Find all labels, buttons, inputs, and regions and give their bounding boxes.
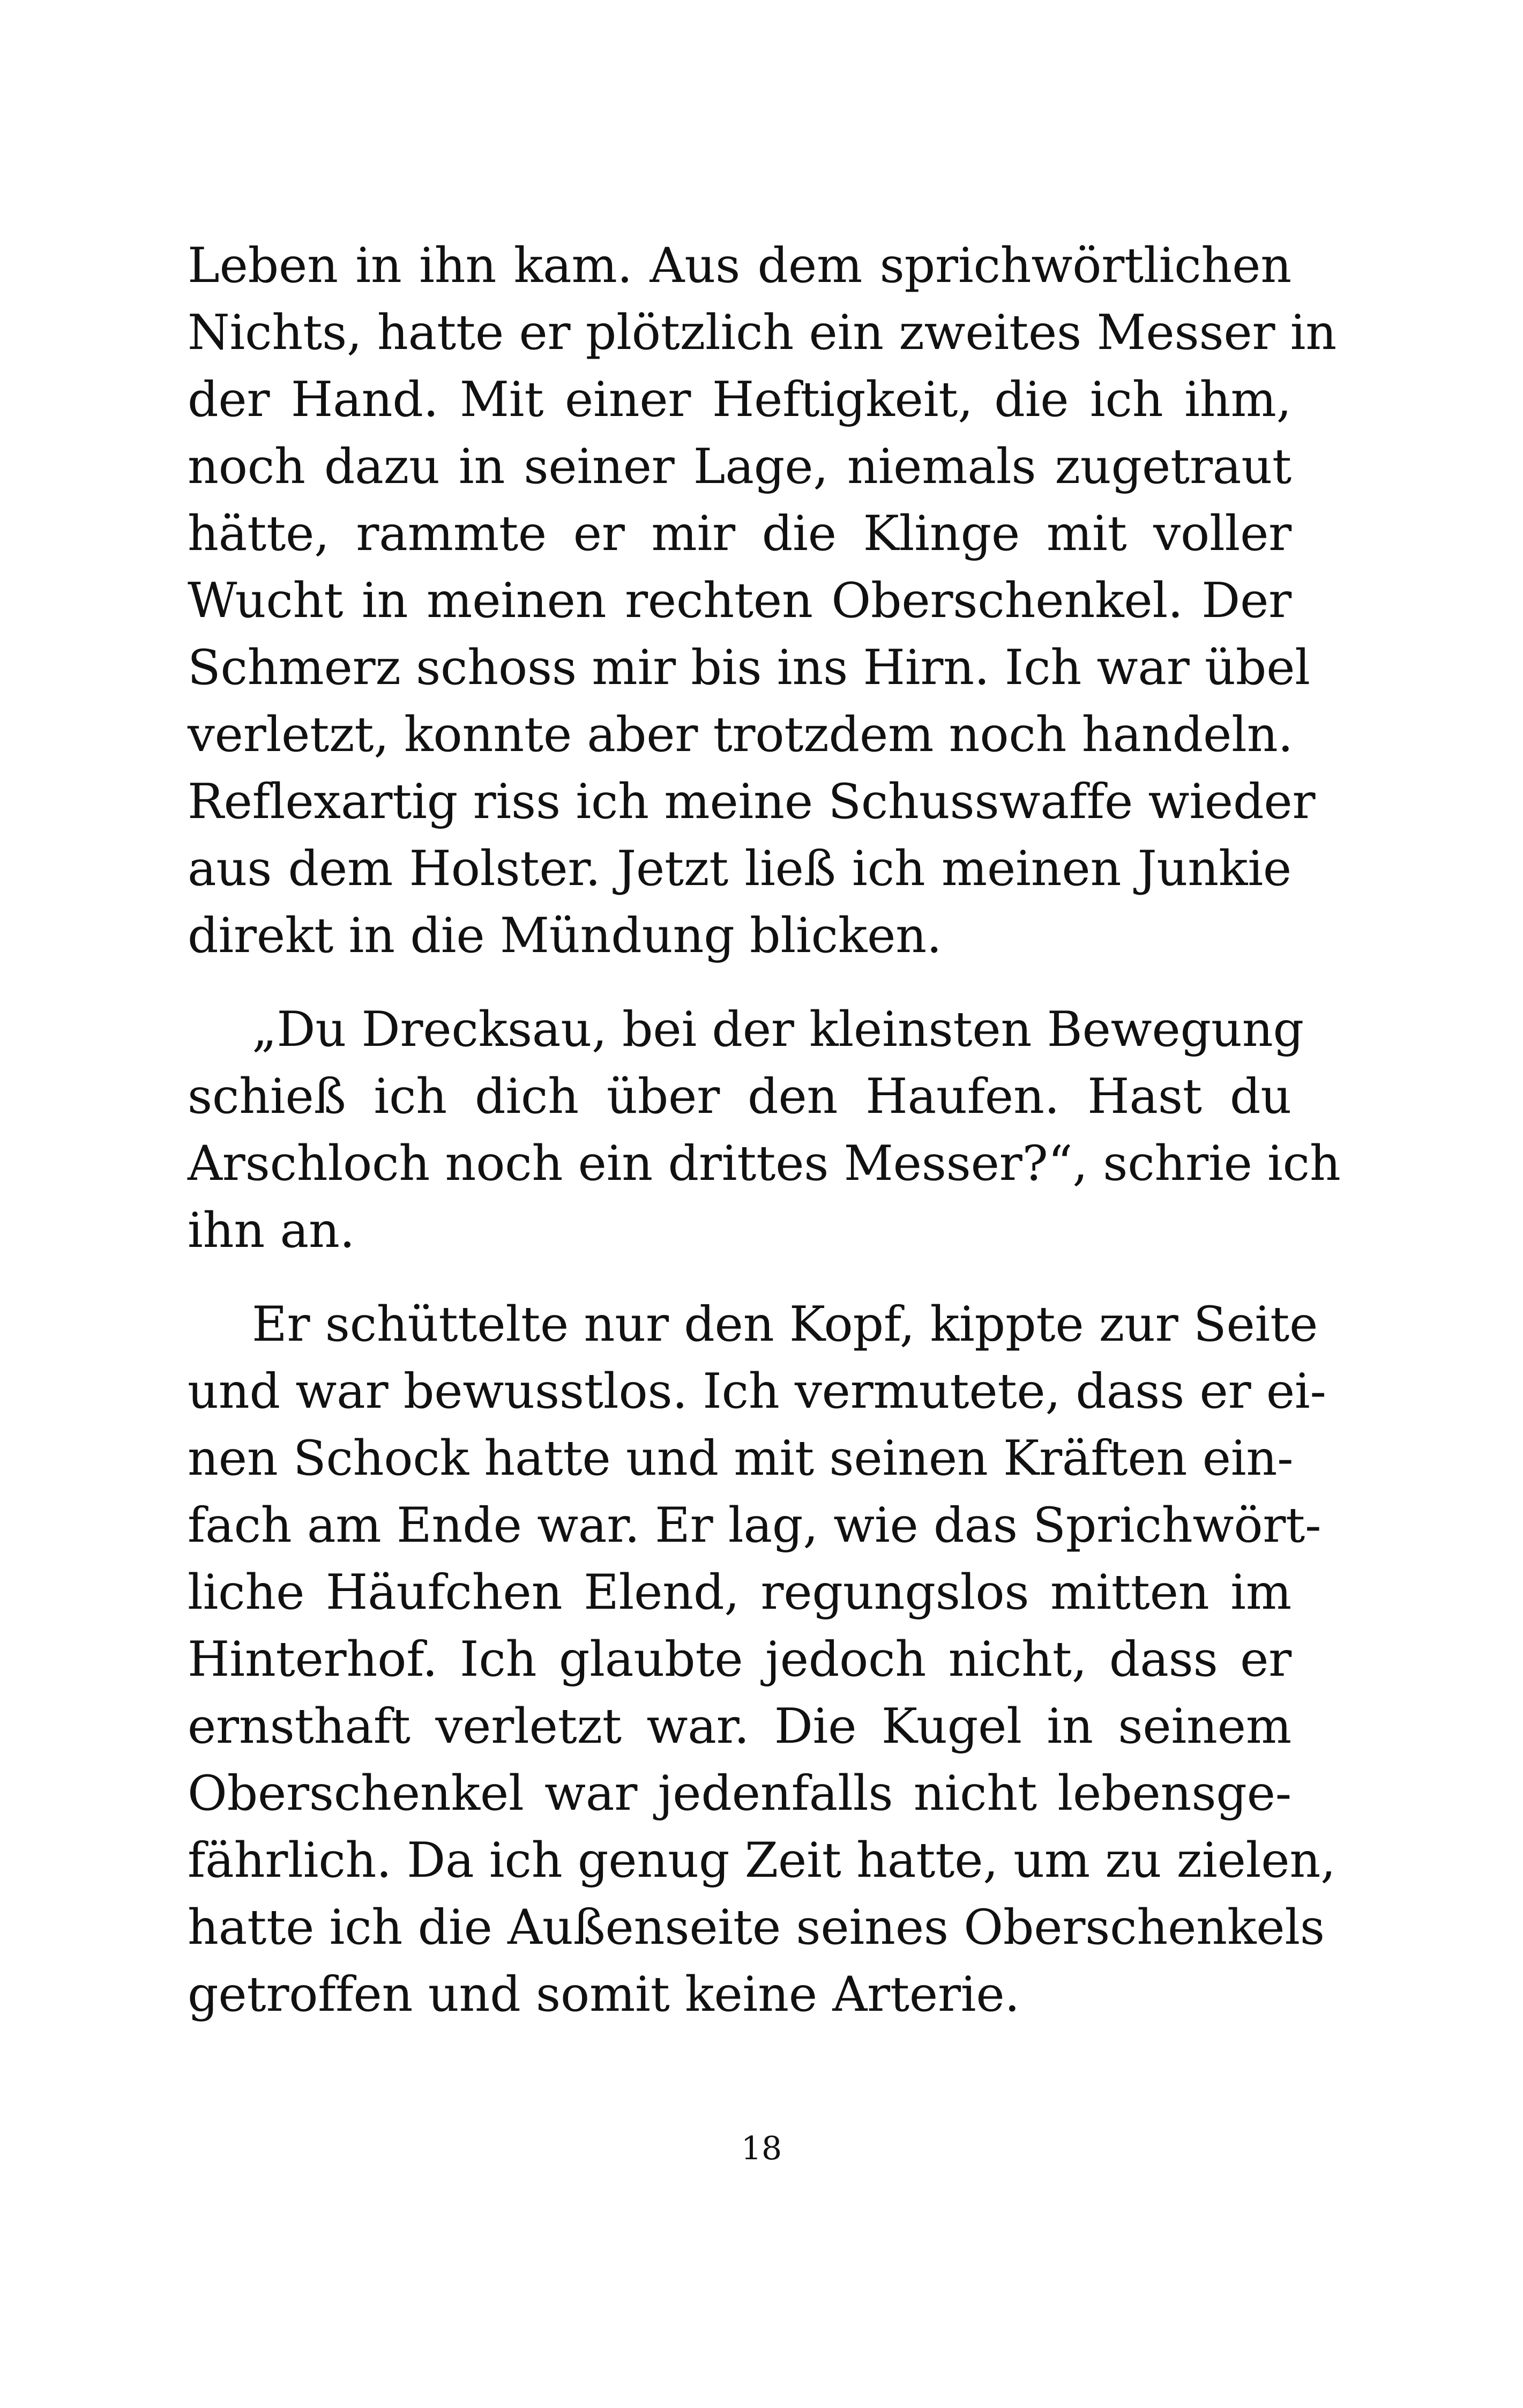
text-line: Arschloch noch ein drittes Messer?“, schrie ich	[188, 1135, 1341, 1192]
text-line: aus dem Holster. Jetzt ließ ich meinen Junkie	[188, 841, 1291, 897]
text-line: noch dazu in seiner Lage, niemals zugetraut	[188, 439, 1291, 495]
text-line: Nichts, hatte er plötzlich ein zweites Messer in	[188, 304, 1337, 361]
paragraph-3	[188, 1291, 1336, 2028]
paragraph-2	[188, 996, 1341, 1264]
text-line: direkt in die Mündung blicken.	[188, 908, 942, 964]
text-line: Er schüttelte nur den Kopf, kippte zur Seite	[252, 1296, 1318, 1352]
text-line: hätte, rammte er mir die Klinge mit voller	[188, 506, 1291, 562]
text-line: der Hand. Mit einer Heftigkeit, die ich ihm,	[188, 371, 1291, 428]
text-line: fährlich. Da ich genug Zeit hatte, um zu zielen,	[188, 1832, 1336, 1889]
text-line: „Du Drecksau, bei der kleinsten Bewegung	[252, 1001, 1304, 1058]
text-line: Leben in ihn kam. Aus dem sprichwörtlichen	[188, 237, 1291, 294]
body-text	[188, 232, 1341, 2028]
text-line: verletzt, konnte aber trotzdem noch handeln.	[188, 707, 1293, 763]
text-line: Reflexartig riss ich meine Schusswaffe wieder	[188, 774, 1316, 830]
text-line: getroffen und somit keine Arterie.	[188, 1966, 1020, 2023]
text-line: Hinterhof. Ich glaubte jedoch nicht, dass er	[188, 1631, 1291, 1688]
text-line: Schmerz schoss mir bis ins Hirn. Ich war übel	[188, 640, 1310, 696]
text-line: und war bewusstlos. Ich vermutete, dass er ei-	[188, 1363, 1326, 1419]
paragraph-1	[188, 232, 1337, 969]
text-line: ihn an.	[188, 1202, 355, 1259]
text-line: nen Schock hatte und mit seinen Kräften ein-	[188, 1430, 1294, 1487]
text-line: ernsthaft verletzt war. Die Kugel in seinem	[188, 1698, 1291, 1755]
text-line: schieß ich dich über den Haufen. Hast du	[188, 1068, 1291, 1125]
text-line: Wucht in meinen rechten Oberschenkel. Der	[188, 573, 1291, 629]
text-line: Oberschenkel war jedenfalls nicht lebensge-	[188, 1765, 1291, 1822]
text-line: liche Häufchen Elend, regungslos mitten im	[188, 1564, 1291, 1621]
text-line: hatte ich die Außenseite seines Oberschenkels	[188, 1899, 1325, 1956]
page-number: 18	[741, 2130, 782, 2167]
text-line: fach am Ende war. Er lag, wie das Sprichwört-	[188, 1497, 1322, 1554]
